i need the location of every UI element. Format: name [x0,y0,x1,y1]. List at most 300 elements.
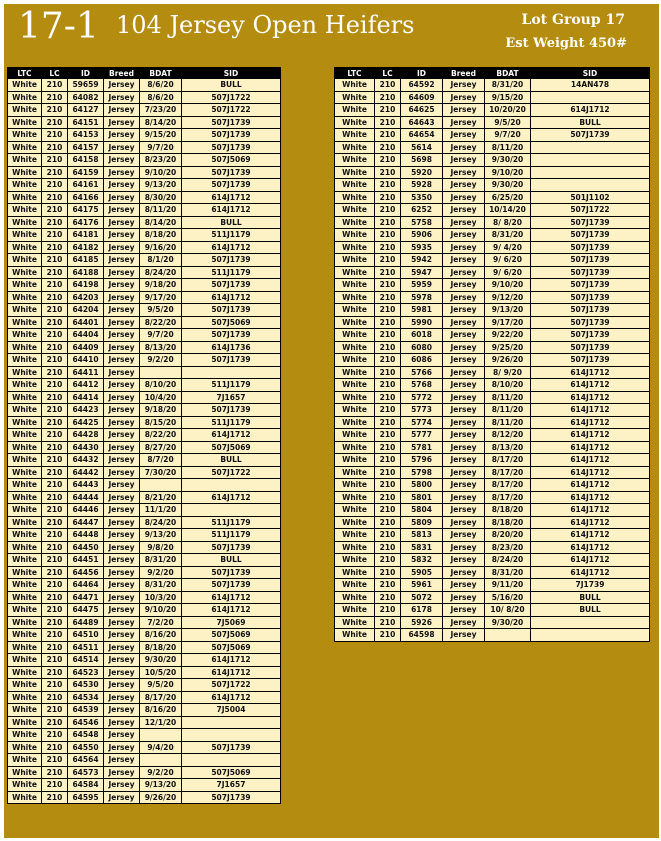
id-cell: 64446 [68,504,104,517]
breed-cell: Jersey [443,291,485,304]
lc-cell: 210 [42,479,68,492]
bdat-cell: 9/5/20 [485,116,531,129]
table-row [8,429,281,442]
lc-cell: 210 [42,129,68,142]
table-row [8,291,281,304]
ltc-cell: White [8,554,42,567]
id-cell: 5926 [401,616,443,629]
table-row [335,579,650,592]
bdat-cell: 8/22/20 [140,316,182,329]
sid-cell: 614J1712 [182,429,281,442]
lc-cell: 210 [375,441,401,454]
breed-cell: Jersey [104,616,140,629]
lc-cell: 210 [375,366,401,379]
breed-cell: Jersey [104,291,140,304]
bdat-cell: 9/30/20 [140,654,182,667]
lc-cell: 210 [42,329,68,342]
id-cell: 5928 [401,179,443,192]
table-row [8,166,281,179]
table-row [8,416,281,429]
id-cell: 5350 [401,191,443,204]
sid-cell: 614J1712 [182,291,281,304]
sid-cell: 507J1722 [182,104,281,117]
table-row [335,466,650,479]
bdat-cell: 8/22/20 [140,429,182,442]
lc-cell: 210 [375,191,401,204]
sid-cell: 614J1712 [531,404,650,417]
sid-cell: 614J1712 [182,691,281,704]
table-row [335,354,650,367]
lc-cell: 210 [42,766,68,779]
breed-cell: Jersey [443,391,485,404]
table-row [335,241,650,254]
ltc-cell: White [8,91,42,104]
breed-cell: Jersey [104,691,140,704]
sid-cell [531,141,650,154]
ltc-cell: White [8,329,42,342]
table-header-row [8,68,281,79]
lc-cell: 210 [42,679,68,692]
table-header-row [335,68,650,79]
breed-cell: Jersey [443,454,485,467]
id-cell: 64546 [68,716,104,729]
breed-cell: Jersey [104,329,140,342]
lc-cell: 210 [375,304,401,317]
lc-cell: 210 [375,604,401,617]
breed-cell: Jersey [104,741,140,754]
id-cell: 5906 [401,229,443,242]
breed-cell: Jersey [443,304,485,317]
id-cell: 64511 [68,641,104,654]
id-cell: 64475 [68,604,104,617]
breed-cell: Jersey [443,241,485,254]
breed-cell: Jersey [104,641,140,654]
table-row [335,129,650,142]
lc-cell: 210 [42,116,68,129]
id-cell: 5990 [401,316,443,329]
ltc-cell: White [335,429,375,442]
sid-cell: BULL [182,79,281,92]
bdat-cell: 8/12/20 [485,429,531,442]
sid-cell: 507J5069 [182,316,281,329]
id-cell: 64598 [401,629,443,642]
ltc-cell: White [8,441,42,454]
bdat-cell: 9/2/20 [140,566,182,579]
id-cell: 64401 [68,316,104,329]
ltc-cell: White [335,291,375,304]
ltc-cell: White [8,791,42,804]
bdat-cell: 8/24/20 [140,516,182,529]
table-row [8,529,281,542]
sid-cell: 507J1739 [182,329,281,342]
lc-cell: 210 [375,216,401,229]
sid-cell: 511J1179 [182,516,281,529]
bdat-cell: 9/30/20 [485,179,531,192]
lc-cell: 210 [42,604,68,617]
breed-cell: Jersey [443,116,485,129]
ltc-cell: White [335,341,375,354]
bdat-cell [485,629,531,642]
table-row [8,379,281,392]
breed-cell: Jersey [443,479,485,492]
table-row [335,529,650,542]
table-row [8,179,281,192]
sid-cell: 511J1179 [182,379,281,392]
id-cell: 5832 [401,554,443,567]
ltc-cell: White [335,529,375,542]
breed-cell: Jersey [104,391,140,404]
id-cell: 64471 [68,591,104,604]
table-row [335,266,650,279]
sid-cell: 614J1712 [531,541,650,554]
breed-cell: Jersey [443,591,485,604]
column-header-breed: Breed [104,68,140,79]
breed-cell: Jersey [104,254,140,267]
table-row [8,104,281,117]
id-cell: 64489 [68,616,104,629]
lc-cell: 210 [42,179,68,192]
lc-cell: 210 [375,429,401,442]
sid-cell: 7J5004 [182,704,281,717]
breed-cell: Jersey [104,229,140,242]
id-cell: 64609 [401,91,443,104]
id-cell: 64157 [68,141,104,154]
breed-cell: Jersey [104,491,140,504]
id-cell: 5981 [401,304,443,317]
breed-cell: Jersey [104,341,140,354]
id-cell: 64430 [68,441,104,454]
ltc-cell: White [335,566,375,579]
lc-cell: 210 [42,554,68,567]
bdat-cell: 8/11/20 [485,416,531,429]
breed-cell: Jersey [443,79,485,92]
breed-cell: Jersey [104,141,140,154]
breed-cell: Jersey [443,566,485,579]
bdat-cell: 8/11/20 [485,404,531,417]
id-cell: 64082 [68,91,104,104]
id-cell: 64158 [68,154,104,167]
id-cell: 64404 [68,329,104,342]
lc-cell: 210 [42,104,68,117]
sid-cell: 614J1712 [531,379,650,392]
id-cell: 59659 [68,79,104,92]
bdat-cell: 9/26/20 [140,791,182,804]
lc-cell: 210 [42,616,68,629]
sid-cell: 507J1739 [182,179,281,192]
breed-cell: Jersey [104,666,140,679]
table-row [8,129,281,142]
table-row [335,79,650,92]
breed-cell: Jersey [443,204,485,217]
heifer-table-left [7,67,281,804]
sid-cell: 614J1736 [182,341,281,354]
lc-cell: 210 [42,704,68,717]
ltc-cell: White [335,166,375,179]
sid-cell [531,616,650,629]
bdat-cell: 8/6/20 [140,91,182,104]
breed-cell: Jersey [443,629,485,642]
table-row [335,191,650,204]
ltc-cell: White [335,229,375,242]
id-cell: 64448 [68,529,104,542]
sid-cell: 614J1712 [531,366,650,379]
bdat-cell: 9/13/20 [140,529,182,542]
lc-cell: 210 [42,691,68,704]
id-cell: 64464 [68,579,104,592]
ltc-cell: White [8,179,42,192]
id-cell: 64573 [68,766,104,779]
ltc-cell: White [335,591,375,604]
table-row [335,229,650,242]
lc-cell: 210 [42,516,68,529]
id-cell: 64185 [68,254,104,267]
breed-cell: Jersey [443,191,485,204]
bdat-cell: 8/31/20 [485,79,531,92]
ltc-cell: White [8,141,42,154]
table-row [8,641,281,654]
ltc-cell: White [8,629,42,642]
id-cell: 64564 [68,754,104,767]
id-cell: 64411 [68,366,104,379]
sid-cell [182,479,281,492]
ltc-cell: White [335,266,375,279]
lc-cell: 210 [42,191,68,204]
ltc-cell: White [8,404,42,417]
ltc-cell: White [335,116,375,129]
lot-group: Lot Group 17 [521,12,625,28]
breed-cell: Jersey [104,441,140,454]
breed-cell: Jersey [104,479,140,492]
breed-cell: Jersey [104,304,140,317]
table-row [335,254,650,267]
id-cell: 5947 [401,266,443,279]
sid-cell: 7J5069 [182,616,281,629]
lc-cell: 210 [375,79,401,92]
sid-cell: 507J1739 [182,791,281,804]
table-row [335,304,650,317]
lc-cell: 210 [42,454,68,467]
sid-cell: 614J1712 [531,429,650,442]
id-cell: 5766 [401,366,443,379]
id-cell: 64444 [68,491,104,504]
ltc-cell: White [8,616,42,629]
ltc-cell: White [335,366,375,379]
bdat-cell: 6/25/20 [485,191,531,204]
breed-cell: Jersey [443,141,485,154]
breed-cell: Jersey [104,654,140,667]
id-cell: 64548 [68,729,104,742]
ltc-cell: White [335,416,375,429]
table-row [8,91,281,104]
breed-cell: Jersey [104,316,140,329]
sid-cell: 614J1712 [531,566,650,579]
breed-cell: Jersey [104,466,140,479]
table-row [335,366,650,379]
table-row [335,629,650,642]
id-cell: 5920 [401,166,443,179]
lc-cell: 210 [375,241,401,254]
estimated-weight: Est Weight 450# [505,36,627,51]
ltc-cell: White [335,354,375,367]
id-cell: 5801 [401,491,443,504]
bdat-cell: 9/7/20 [485,129,531,142]
table-row [8,266,281,279]
bdat-cell: 7/30/20 [140,466,182,479]
lc-cell: 210 [375,254,401,267]
id-cell: 6086 [401,354,443,367]
table-row [8,279,281,292]
sid-cell: 507J1739 [182,129,281,142]
ltc-cell: White [8,754,42,767]
id-cell: 5978 [401,291,443,304]
bdat-cell: 9/13/20 [485,304,531,317]
bdat-cell: 9/30/20 [485,154,531,167]
sid-cell: 614J1712 [182,241,281,254]
breed-cell: Jersey [443,166,485,179]
sid-cell [182,504,281,517]
lc-cell: 210 [375,566,401,579]
lc-cell: 210 [42,291,68,304]
id-cell: 5813 [401,529,443,542]
lc-cell: 210 [42,416,68,429]
bdat-cell: 9/15/20 [140,129,182,142]
ltc-cell: White [8,254,42,267]
lc-cell: 210 [375,391,401,404]
sid-cell: 507J5069 [182,154,281,167]
ltc-cell: White [335,616,375,629]
ltc-cell: White [8,191,42,204]
lc-cell: 210 [375,479,401,492]
breed-cell: Jersey [443,616,485,629]
breed-cell: Jersey [104,216,140,229]
lc-cell: 210 [42,529,68,542]
ltc-cell: White [335,241,375,254]
lc-cell: 210 [42,541,68,554]
sid-cell: BULL [531,116,650,129]
breed-cell: Jersey [104,779,140,792]
table-row [335,541,650,554]
bdat-cell: 10/20/20 [485,104,531,117]
sid-cell: BULL [531,591,650,604]
id-cell: 64514 [68,654,104,667]
ltc-cell: White [8,766,42,779]
sid-cell: 507J1739 [182,166,281,179]
breed-cell: Jersey [104,266,140,279]
bdat-cell: 8/1/20 [140,254,182,267]
ltc-cell: White [8,391,42,404]
lc-cell: 210 [42,716,68,729]
sid-cell: 507J1739 [531,304,650,317]
lc-cell: 210 [42,366,68,379]
lc-cell: 210 [375,141,401,154]
table-row [8,504,281,517]
bdat-cell: 9/22/20 [485,329,531,342]
column-header-ltc: LTC [335,68,375,79]
breed-cell: Jersey [443,229,485,242]
lc-cell: 210 [375,516,401,529]
breed-cell: Jersey [443,466,485,479]
lc-cell: 210 [42,241,68,254]
bdat-cell: 9/13/20 [140,779,182,792]
table-row [335,604,650,617]
id-cell: 64530 [68,679,104,692]
table-row [335,441,650,454]
sid-cell [182,366,281,379]
sid-cell: 507J1739 [531,254,650,267]
sid-cell: 614J1712 [182,191,281,204]
sid-cell: 507J1722 [182,91,281,104]
table-row [8,579,281,592]
bdat-cell: 9/10/20 [140,166,182,179]
sid-cell: 507J1739 [531,316,650,329]
lc-cell: 210 [375,291,401,304]
bdat-cell: 8/16/20 [140,629,182,642]
bdat-cell: 9/10/20 [485,279,531,292]
lc-cell: 210 [42,491,68,504]
table-row [335,141,650,154]
sid-cell: 507J1739 [531,279,650,292]
table-row [8,366,281,379]
lc-cell: 210 [375,329,401,342]
breed-cell: Jersey [104,154,140,167]
bdat-cell: 8/10/20 [140,379,182,392]
ltc-cell: White [8,779,42,792]
ltc-cell: White [8,204,42,217]
ltc-cell: White [8,679,42,692]
sid-cell: 507J5069 [182,641,281,654]
table-row [8,329,281,342]
lc-cell: 210 [42,316,68,329]
breed-cell: Jersey [104,416,140,429]
table-row [8,741,281,754]
ltc-cell: White [335,91,375,104]
table-row [8,404,281,417]
sid-cell [182,729,281,742]
sid-cell: 614J1712 [182,666,281,679]
bdat-cell: 9/13/20 [140,179,182,192]
table-row [335,554,650,567]
id-cell: 6178 [401,604,443,617]
lc-cell: 210 [375,179,401,192]
sid-cell: 507J1739 [182,141,281,154]
ltc-cell: White [8,454,42,467]
table-row [335,166,650,179]
breed-cell: Jersey [443,516,485,529]
breed-cell: Jersey [443,266,485,279]
ltc-cell: White [8,79,42,92]
bdat-cell: 9/5/20 [140,679,182,692]
id-cell: 5781 [401,441,443,454]
ltc-cell: White [335,79,375,92]
id-cell: 5905 [401,566,443,579]
sid-cell [531,154,650,167]
table-body [8,79,281,804]
sid-cell [182,716,281,729]
bdat-cell: 8/27/20 [140,441,182,454]
table-row [335,91,650,104]
lc-cell: 210 [42,79,68,92]
table-row [8,141,281,154]
lc-cell: 210 [42,504,68,517]
table-row [335,454,650,467]
ltc-cell: White [8,716,42,729]
bdat-cell: 9/26/20 [485,354,531,367]
id-cell: 5698 [401,154,443,167]
breed-cell: Jersey [443,379,485,392]
breed-cell: Jersey [104,516,140,529]
bdat-cell: 8/14/20 [140,216,182,229]
sid-cell: 7J1657 [182,391,281,404]
